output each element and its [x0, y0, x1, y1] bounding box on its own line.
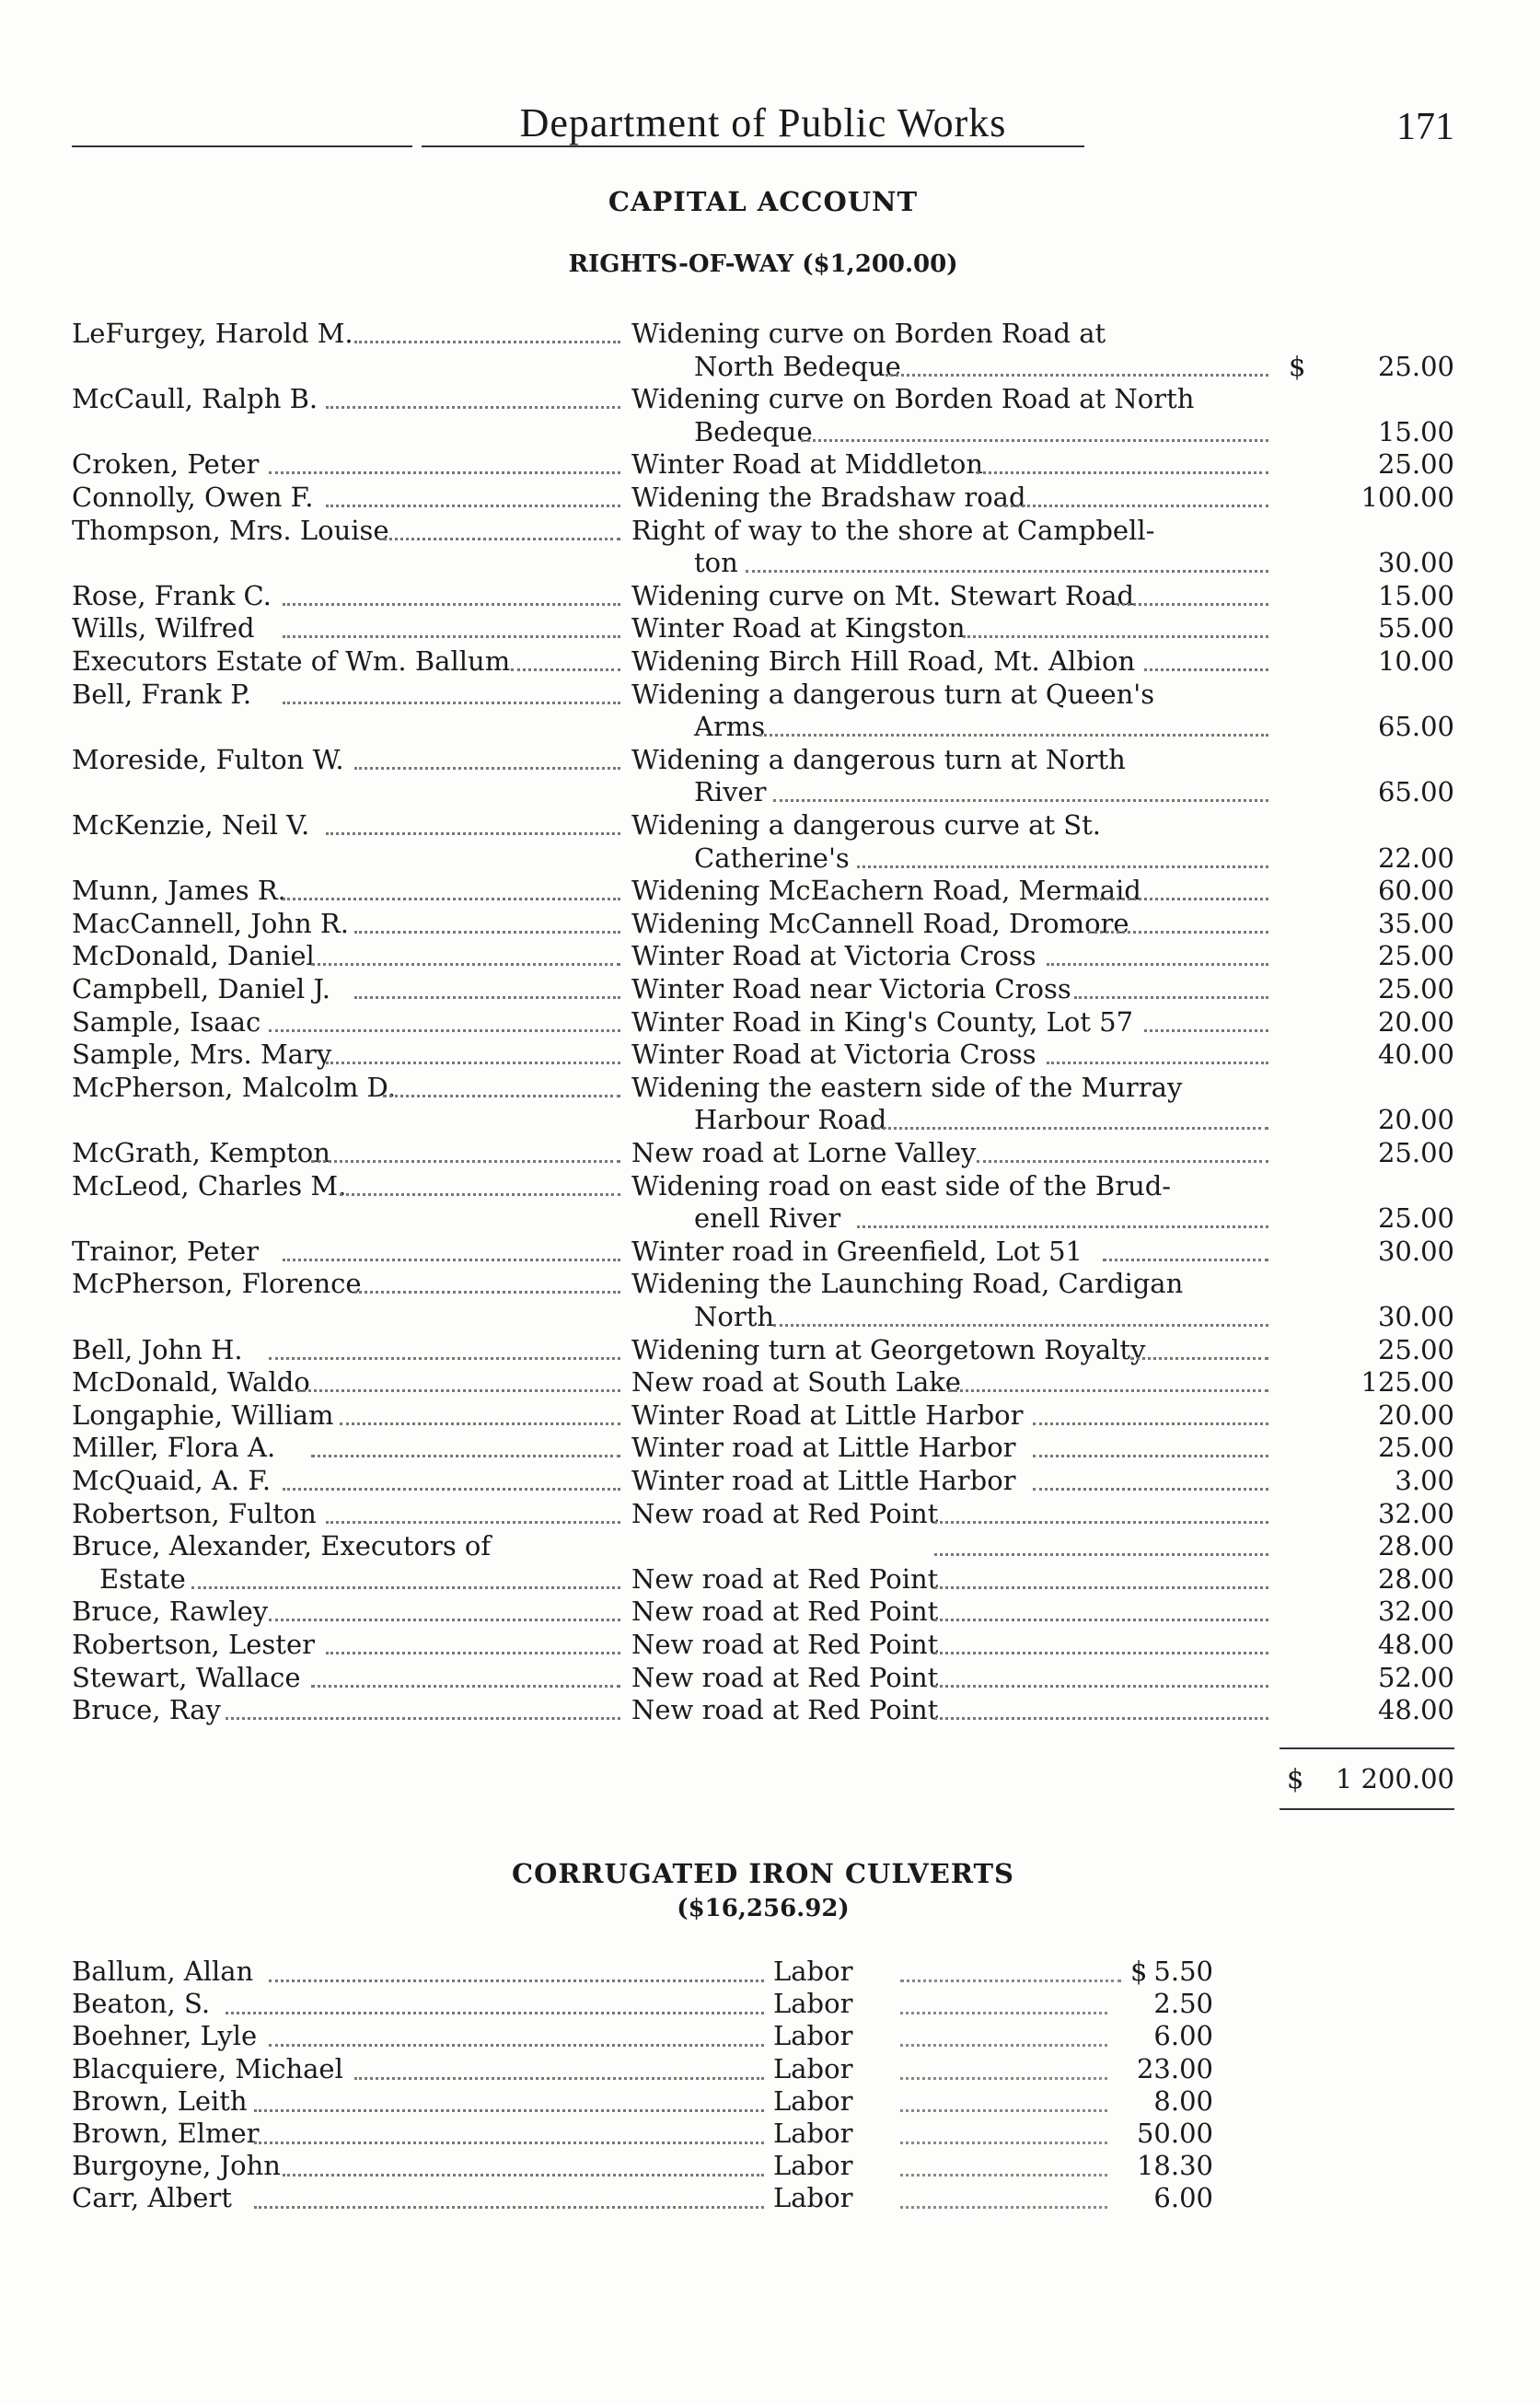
- leader-dots: [948, 1389, 1268, 1392]
- amount: 35.00: [1377, 907, 1454, 939]
- section-heading-culverts: CORRUGATED IRON CULVERTS: [511, 1858, 1014, 1889]
- leader-dots: [1144, 668, 1268, 671]
- leader-dots: [773, 1324, 1268, 1327]
- table-row-continuation: [72, 775, 1454, 808]
- work-description: Winter Road at Kingston: [631, 612, 966, 644]
- table-row: [72, 481, 1454, 514]
- payee-name: Bruce, Alexander, Executors of: [72, 1530, 492, 1562]
- work-description: Widening curve on Borden Road at North: [631, 383, 1195, 415]
- work-description-continued: River: [694, 776, 767, 808]
- payee-name: Brown, Elmer: [72, 2118, 260, 2149]
- table-row: [72, 2182, 1213, 2214]
- leader-dots: [900, 2174, 1107, 2177]
- table-row: [72, 1956, 1213, 1988]
- table-row: [72, 1365, 1454, 1399]
- leader-dots: [311, 1455, 620, 1457]
- leader-dots: [900, 1979, 1121, 1982]
- leader-dots: [759, 734, 1268, 737]
- table-row: [72, 317, 1454, 350]
- amount: 65.00: [1377, 711, 1454, 743]
- table-row: [72, 1464, 1454, 1497]
- table-row: [72, 514, 1454, 547]
- work-description: Widening McEachern Road, Mermaid: [631, 875, 1141, 907]
- leader-dots: [340, 1193, 620, 1196]
- table-row: [72, 1988, 1213, 2020]
- payee-name: Croken, Peter: [72, 448, 260, 481]
- payee-name: McDonald, Waldo: [72, 1366, 310, 1399]
- section-heading-capital-account: CAPITAL ACCOUNT: [608, 186, 919, 217]
- table-row: [72, 2118, 1213, 2150]
- amount: 20.00: [1377, 1399, 1454, 1431]
- table-row-continuation: [72, 350, 1454, 383]
- work-description: Winter road in Greenfield, Lot 51: [631, 1235, 1083, 1267]
- section-subheading-rights-of-way: RIGHTS-OF-WAY ($1,200.00): [568, 250, 958, 278]
- leader-dots: [1033, 1488, 1268, 1491]
- work-description: New road at South Lake: [631, 1366, 961, 1399]
- work-description: New road at Red Point: [631, 1629, 939, 1660]
- table-row: [72, 1169, 1454, 1202]
- leader-dots: [226, 2012, 764, 2014]
- payee-name: Robertson, Fulton: [72, 1497, 317, 1529]
- leader-dots: [326, 406, 621, 409]
- work-description: Winter Road at Victoria Cross: [631, 1039, 1036, 1071]
- table-row-continuation: [72, 415, 1454, 448]
- leader-dots: [354, 2077, 765, 2080]
- leader-dots: [1088, 931, 1268, 934]
- leader-dots: [283, 898, 620, 900]
- leader-dots: [354, 931, 621, 934]
- work-description: Widening turn at Georgetown Royalty: [631, 1333, 1146, 1365]
- table-row-continuation: [72, 1562, 1454, 1596]
- payee-name: McDonald, Daniel: [72, 940, 315, 972]
- leader-dots: [283, 603, 620, 606]
- amount: 25.00: [1377, 973, 1454, 1004]
- leader-dots: [283, 1488, 620, 1491]
- table-row: [72, 1661, 1454, 1694]
- payee-name: Brown, Leith: [72, 2084, 248, 2117]
- leader-dots: [934, 1619, 1268, 1621]
- total-row: [72, 1762, 1454, 1795]
- leader-dots: [801, 439, 1268, 442]
- work-description: New road at Red Point: [631, 1562, 939, 1595]
- table-row: [72, 939, 1454, 972]
- payee-name: Robertson, Lester: [72, 1629, 315, 1660]
- work-description: Widening a dangerous turn at Queen's: [631, 678, 1155, 710]
- payee-name: Miller, Flora A.: [72, 1432, 276, 1464]
- payee-name: Executors Estate of Wm. Ballum: [72, 645, 511, 677]
- amount: 15.00: [1377, 415, 1454, 447]
- total-rule-bottom: [1279, 1808, 1454, 1810]
- leader-dots: [746, 570, 1268, 573]
- leader-dots: [283, 635, 620, 638]
- table-row: [72, 1693, 1454, 1726]
- leader-dots: [934, 1521, 1268, 1524]
- payee-name: Bruce, Rawley: [72, 1596, 269, 1628]
- payee-name: Ballum, Allan: [72, 1956, 254, 1987]
- table-row: [72, 907, 1454, 940]
- table-row: [72, 1497, 1454, 1530]
- leader-dots: [1004, 505, 1268, 507]
- leader-dots: [963, 635, 1268, 638]
- payee-name: Campbell, Daniel J.: [72, 973, 330, 1004]
- leader-dots: [934, 1553, 1268, 1556]
- work-description: Winter Road at Victoria Cross: [631, 940, 1036, 972]
- table-row: [72, 1628, 1454, 1661]
- amount: 20.00: [1377, 1005, 1454, 1038]
- amount: 25.00: [1377, 1432, 1454, 1464]
- work-description: New road at Red Point: [631, 1596, 939, 1628]
- amount: 23.00: [1136, 2052, 1213, 2084]
- table-row-continuation: [72, 710, 1454, 743]
- work-description: New road at Red Point: [631, 1497, 939, 1529]
- table-row: [72, 2150, 1213, 2182]
- total-amount: 1 200.00: [1335, 1763, 1454, 1794]
- payee-name: Beaton, S.: [72, 1988, 211, 2020]
- work-description: New road at Red Point: [631, 1661, 939, 1693]
- table-row: [72, 1235, 1454, 1268]
- table-row: [72, 1529, 1454, 1562]
- payee-name: McGrath, Kempton: [72, 1137, 330, 1168]
- work-description: Labor: [773, 1956, 853, 1987]
- table-row: [72, 579, 1454, 612]
- payee-name: Thompson, Mrs. Louise: [72, 514, 389, 546]
- leader-dots: [354, 996, 621, 999]
- work-description: Winter road at Little Harbor: [631, 1432, 1016, 1464]
- amount: 5.50: [1153, 1956, 1213, 1987]
- payee-name: Sample, Isaac: [72, 1005, 261, 1038]
- work-description: New road at Red Point: [631, 1694, 939, 1726]
- dollar-sign: $: [1130, 1956, 1148, 1987]
- table-row: [72, 743, 1454, 776]
- leader-dots: [269, 1619, 621, 1621]
- leader-dots: [1117, 603, 1268, 606]
- work-description-continued: North: [694, 1301, 775, 1332]
- table-row: [72, 1038, 1454, 1071]
- amount: 15.00: [1377, 579, 1454, 611]
- amount: 18.30: [1136, 2150, 1213, 2182]
- leader-dots: [1088, 898, 1268, 900]
- total-dollar-sign: $: [1287, 1763, 1304, 1794]
- work-description: Labor: [773, 2084, 853, 2117]
- leader-dots: [511, 668, 620, 671]
- payee-name: Bell, Frank P.: [72, 678, 252, 710]
- leader-dots: [871, 1127, 1268, 1130]
- total-rule-top: [1279, 1747, 1454, 1749]
- amount: 100.00: [1361, 482, 1454, 513]
- payee-name: Sample, Mrs. Mary: [72, 1039, 332, 1071]
- table-row: [72, 382, 1454, 415]
- work-description-continued: Catherine's: [694, 842, 850, 874]
- amount: 8.00: [1153, 2084, 1213, 2117]
- leader-dots: [354, 341, 621, 343]
- leader-dots: [1130, 1357, 1268, 1360]
- running-header: [72, 92, 1454, 157]
- amount: 10.00: [1377, 645, 1454, 677]
- payee-name: Connolly, Owen F.: [72, 482, 314, 513]
- payee-name: Wills, Wilfred: [72, 612, 255, 644]
- leader-dots: [900, 2012, 1107, 2014]
- leader-dots: [1047, 1062, 1268, 1064]
- work-description: Widening curve on Borden Road at: [631, 318, 1106, 349]
- amount: 22.00: [1377, 842, 1454, 874]
- payee-name: Moreside, Fulton W.: [72, 743, 344, 775]
- leader-dots: [1047, 963, 1268, 966]
- leader-dots: [900, 2206, 1107, 2209]
- leader-dots: [354, 767, 621, 770]
- work-description-continued: ton: [694, 547, 738, 579]
- leader-dots: [340, 1422, 620, 1425]
- table-row: [72, 1333, 1454, 1366]
- leader-dots: [311, 963, 620, 966]
- amount: 30.00: [1377, 1301, 1454, 1332]
- leader-dots: [383, 1095, 621, 1097]
- leader-dots: [283, 1259, 620, 1261]
- table-row: [72, 1136, 1454, 1169]
- payee-name: Longaphie, William: [72, 1399, 334, 1431]
- leader-dots: [326, 1652, 621, 1654]
- work-description: Widening the eastern side of the Murray: [631, 1071, 1183, 1103]
- work-description: New road at Lorne Valley: [631, 1137, 977, 1168]
- leader-dots: [311, 1160, 620, 1163]
- work-description: Labor: [773, 2020, 853, 2052]
- payee-name: McPherson, Florence: [72, 1268, 362, 1300]
- amount: 25.00: [1377, 350, 1454, 382]
- dollar-sign: $: [1289, 350, 1306, 382]
- section-subheading-culverts-amount: ($16,256.92): [677, 1895, 850, 1922]
- work-description: Winter road at Little Harbor: [631, 1465, 1016, 1496]
- amount: 52.00: [1377, 1661, 1454, 1693]
- payee-name: McCaull, Ralph B.: [72, 383, 318, 415]
- table-row-continuation: [72, 842, 1454, 875]
- table-row: [72, 2084, 1213, 2118]
- table-row: [72, 447, 1454, 481]
- amount: 28.00: [1377, 1562, 1454, 1595]
- leader-dots: [857, 1225, 1268, 1228]
- amount: 32.00: [1377, 1596, 1454, 1628]
- leader-dots: [773, 799, 1268, 802]
- leader-dots: [383, 538, 621, 540]
- table-row: [72, 808, 1454, 842]
- amount: 28.00: [1377, 1530, 1454, 1562]
- table-row: [72, 1595, 1454, 1628]
- leader-dots: [254, 2142, 764, 2144]
- leader-dots: [269, 1357, 621, 1360]
- amount: 3.00: [1395, 1465, 1454, 1496]
- work-description: Labor: [773, 2182, 853, 2214]
- leader-dots: [1144, 1029, 1268, 1032]
- payee-name: Bruce, Ray: [72, 1694, 221, 1726]
- table-row: [72, 2052, 1213, 2085]
- table-row: [72, 1005, 1454, 1039]
- amount: 32.00: [1377, 1497, 1454, 1529]
- payee-name: McQuaid, A. F.: [72, 1465, 272, 1496]
- amount: 2.50: [1153, 1988, 1213, 2020]
- payee-name: Bell, John H.: [72, 1333, 243, 1365]
- leader-dots: [900, 2109, 1107, 2112]
- payee-name-continued: Estate: [99, 1562, 186, 1595]
- amount: 20.00: [1377, 1104, 1454, 1136]
- work-description-continued: Bedeque: [694, 415, 813, 447]
- work-description-continued: enell River: [694, 1202, 841, 1235]
- payee-name: McPherson, Malcolm D.: [72, 1071, 396, 1103]
- payee-name: Stewart, Wallace: [72, 1661, 301, 1693]
- work-description: Widening the Launching Road, Cardigan: [631, 1268, 1184, 1300]
- leader-dots: [886, 374, 1268, 377]
- amount: 48.00: [1377, 1629, 1454, 1660]
- work-description: Winter Road near Victoria Cross: [631, 973, 1071, 1004]
- amount: 125.00: [1361, 1366, 1454, 1399]
- amount: 30.00: [1377, 1235, 1454, 1267]
- leader-dots: [254, 2109, 764, 2112]
- page-number: 171: [1396, 106, 1454, 148]
- amount: 65.00: [1377, 776, 1454, 808]
- table-row-continuation: [72, 1103, 1454, 1136]
- work-description: Widening curve on Mt. Stewart Road: [631, 579, 1135, 611]
- work-description-continued: Harbour Road: [694, 1104, 887, 1136]
- leader-dots: [900, 2142, 1107, 2144]
- amount: 30.00: [1377, 547, 1454, 579]
- amount: 50.00: [1136, 2118, 1213, 2149]
- amount: 55.00: [1377, 612, 1454, 644]
- table-row: [72, 1267, 1454, 1300]
- amount: 25.00: [1377, 448, 1454, 481]
- leader-dots: [283, 702, 620, 704]
- leader-dots: [297, 1389, 621, 1392]
- table-row: [72, 1431, 1454, 1464]
- table-row: [72, 874, 1454, 907]
- work-description: Widening the Bradshaw road: [631, 482, 1026, 513]
- leader-dots: [311, 1685, 620, 1688]
- work-description: Widening a dangerous curve at St.: [631, 809, 1102, 841]
- amount: 6.00: [1153, 2182, 1213, 2214]
- leader-dots: [283, 2174, 764, 2177]
- leader-dots: [326, 505, 621, 507]
- leader-dots: [326, 1062, 621, 1064]
- leader-dots: [1033, 1455, 1268, 1457]
- page-title: Department of Public Works: [519, 100, 1007, 145]
- work-description: Labor: [773, 2118, 853, 2149]
- amount: 48.00: [1377, 1694, 1454, 1726]
- leader-dots: [191, 1586, 620, 1589]
- leader-dots: [857, 865, 1268, 868]
- leader-dots: [1074, 996, 1268, 999]
- work-description: Widening McCannell Road, Dromore: [631, 907, 1129, 939]
- leader-dots: [1033, 1422, 1268, 1425]
- amount: 25.00: [1377, 940, 1454, 972]
- leader-dots: [900, 2044, 1107, 2047]
- leader-dots: [254, 2206, 764, 2209]
- work-description: Labor: [773, 2052, 853, 2084]
- work-description: Widening a dangerous turn at North: [631, 743, 1126, 775]
- payee-name: Blacquiere, Michael: [72, 2052, 343, 2084]
- leader-dots: [977, 1160, 1268, 1163]
- leader-dots: [1103, 1259, 1268, 1261]
- table-row-continuation: [72, 1202, 1454, 1235]
- payee-name: MacCannell, John R.: [72, 907, 349, 939]
- leader-dots: [326, 832, 621, 835]
- leader-dots: [269, 1979, 765, 1982]
- payee-name: Carr, Albert: [72, 2182, 232, 2214]
- work-description: Right of way to the shore at Campbell-: [631, 514, 1155, 546]
- leader-dots: [934, 1685, 1268, 1688]
- table-row: [72, 678, 1454, 711]
- leader-dots: [269, 2044, 765, 2047]
- leader-dots: [977, 471, 1268, 474]
- leader-dots: [326, 1521, 621, 1524]
- payee-name: McLeod, Charles M.: [72, 1169, 347, 1202]
- work-description: Widening road on east side of the Brud-: [631, 1169, 1172, 1202]
- work-description: Winter Road at Little Harbor: [631, 1399, 1024, 1431]
- leader-dots: [900, 2077, 1107, 2080]
- leader-dots: [269, 1029, 621, 1032]
- table-row: [72, 1071, 1454, 1104]
- leader-dots: [354, 1291, 621, 1294]
- payee-name: Rose, Frank C.: [72, 579, 272, 611]
- leader-dots: [226, 1717, 620, 1720]
- leader-dots: [269, 471, 621, 474]
- amount: 25.00: [1377, 1333, 1454, 1365]
- amount: 25.00: [1377, 1202, 1454, 1235]
- payee-name: Trainor, Peter: [72, 1235, 260, 1267]
- work-description: Widening Birch Hill Road, Mt. Albion: [631, 645, 1136, 677]
- leader-dots: [934, 1586, 1268, 1589]
- table-row: [72, 1399, 1454, 1432]
- amount: 6.00: [1153, 2020, 1213, 2052]
- payee-name: Boehner, Lyle: [72, 2020, 258, 2052]
- payee-name: LeFurgey, Harold M.: [72, 318, 353, 349]
- payee-name: Munn, James R.: [72, 875, 286, 907]
- work-description: Labor: [773, 2150, 853, 2182]
- amount: 60.00: [1377, 875, 1454, 907]
- payee-name: Burgoyne, John: [72, 2150, 281, 2182]
- table-row-continuation: [72, 1300, 1454, 1333]
- table-row: [72, 611, 1454, 644]
- payee-name: McKenzie, Neil V.: [72, 809, 310, 841]
- amount: 40.00: [1377, 1039, 1454, 1071]
- work-description: Winter Road in King's County, Lot 57: [631, 1005, 1134, 1038]
- leader-dots: [934, 1717, 1268, 1720]
- amount: 25.00: [1377, 1137, 1454, 1168]
- table-row: [72, 2020, 1213, 2052]
- work-description-continued: North Bedeque: [694, 350, 901, 382]
- table-row: [72, 972, 1454, 1005]
- leader-dots: [934, 1652, 1268, 1654]
- work-description: Labor: [773, 1988, 853, 2020]
- work-description-continued: Arms: [694, 711, 766, 743]
- table-row-continuation: [72, 546, 1454, 579]
- work-description: Winter Road at Middleton: [631, 448, 983, 481]
- table-row: [72, 644, 1454, 678]
